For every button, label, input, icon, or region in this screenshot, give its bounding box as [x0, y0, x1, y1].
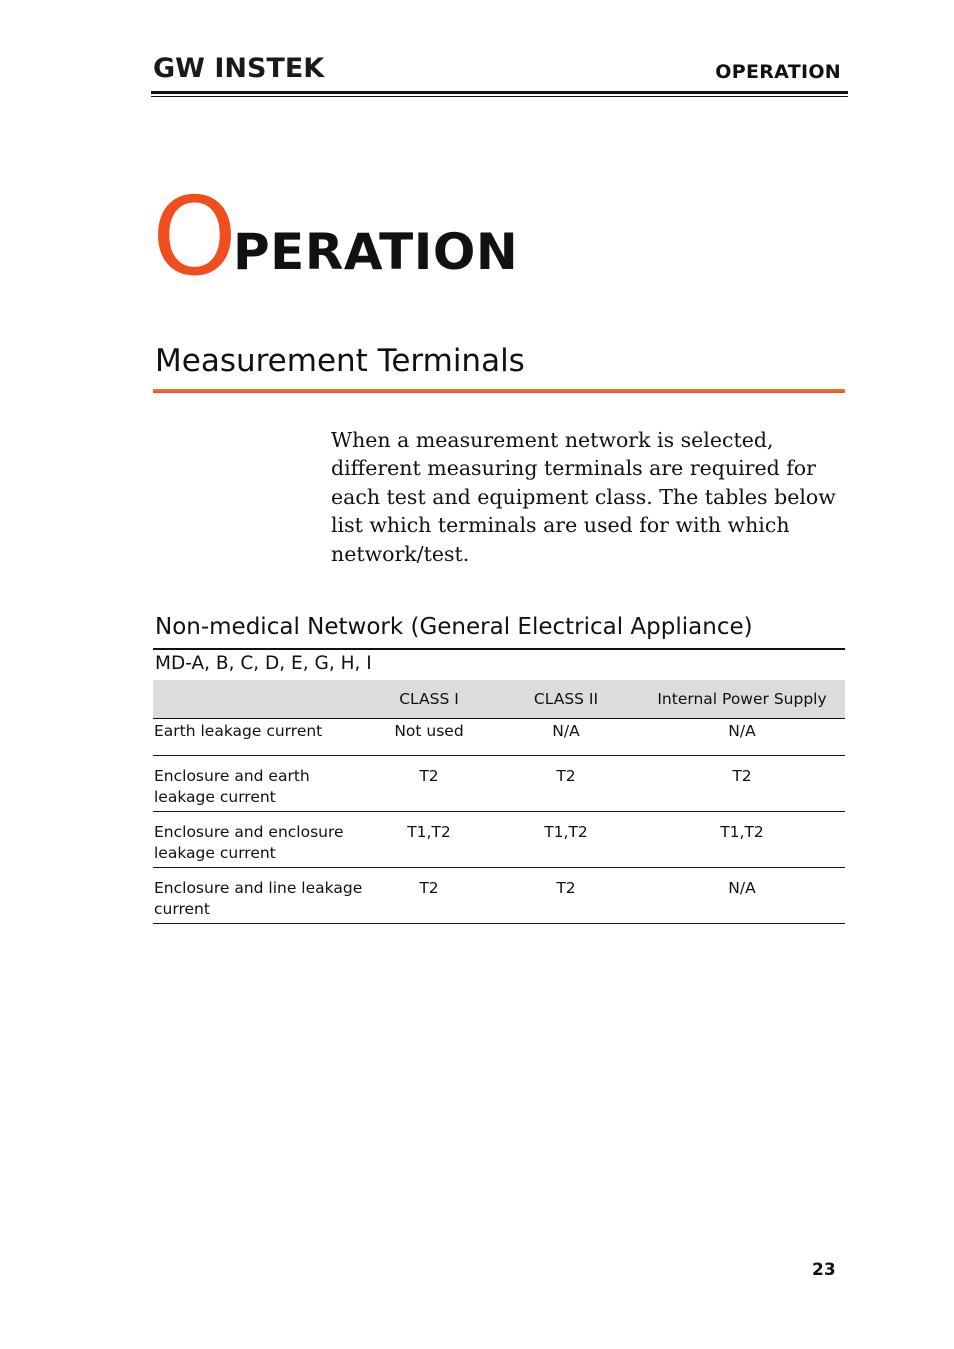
- table-header-internal-power: Internal Power Supply: [639, 680, 845, 719]
- gw-instek-logo: GW INSTEK: [153, 53, 325, 84]
- page-number: 23: [812, 1260, 836, 1280]
- row-label: Enclosure and line leakage current: [153, 868, 365, 924]
- intro-paragraph: When a measurement network is selected, different measuring terminals are required for each test and equipment class. The tables below list which terminals are used for with which network/test.: [331, 428, 836, 566]
- row-label: Earth leakage current: [153, 719, 365, 756]
- subsection-heading: Non-medical Network (General Electrical Appliance): [155, 614, 753, 640]
- chapter-title-rest: PERATION: [233, 223, 519, 281]
- header-rule-thin: [151, 96, 848, 97]
- table-header-class1: CLASS I: [365, 680, 493, 719]
- section-heading-rule: [153, 389, 845, 393]
- row-label: Enclosure and enclosure leakage current: [153, 812, 365, 868]
- cell-class1: T2: [365, 756, 493, 812]
- cell-class2: T2: [493, 868, 639, 924]
- table-row: [153, 756, 845, 812]
- table-header-row: [153, 680, 845, 719]
- chapter-title: [152, 175, 519, 300]
- cell-class2: N/A: [493, 719, 639, 756]
- table-header-class2: CLASS II: [493, 680, 639, 719]
- table-header-blank: [153, 680, 365, 719]
- model-list: MD-A, B, C, D, E, G, H, I: [155, 653, 372, 674]
- table-row: [153, 812, 845, 868]
- subsection-rule: [153, 648, 845, 650]
- cell-class2: T2: [493, 756, 639, 812]
- section-heading: Measurement Terminals: [155, 343, 525, 379]
- cell-class2: T1,T2: [493, 812, 639, 868]
- cell-internal: T1,T2: [639, 812, 845, 868]
- cell-class1: Not used: [365, 719, 493, 756]
- running-header-section: OPERATION: [715, 61, 841, 83]
- cell-internal: N/A: [639, 868, 845, 924]
- terminals-table: [153, 680, 845, 924]
- table-row: [153, 868, 845, 924]
- header-rule: [151, 91, 848, 94]
- cell-class1: T1,T2: [365, 812, 493, 868]
- row-label: Enclosure and earth leakage current: [153, 756, 365, 812]
- cell-internal: T2: [639, 756, 845, 812]
- table-row: [153, 719, 845, 756]
- cell-class1: T2: [365, 868, 493, 924]
- cell-internal: N/A: [639, 719, 845, 756]
- chapter-title-initial: O: [152, 175, 238, 300]
